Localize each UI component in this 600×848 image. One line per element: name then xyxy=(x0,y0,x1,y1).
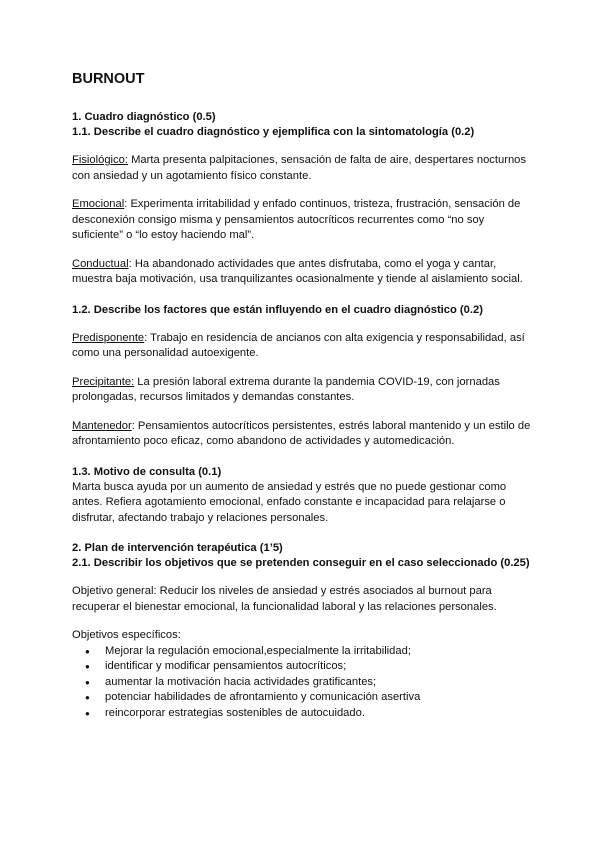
conductual-paragraph xyxy=(72,257,532,288)
list-item: ● identificar y modificar pensamientos autocríticos; xyxy=(72,659,532,675)
precipitante-label: Precipitante: xyxy=(72,375,135,388)
objetivos-especificos-list xyxy=(72,644,532,722)
list-item: ● Mejorar la regulación emocional,especialmente la irritabilidad; xyxy=(72,644,532,660)
list-item: ● reincorporar estrategias sostenibles de autocuidado. xyxy=(72,706,532,722)
fisiologico-label: Fisiológico: xyxy=(72,154,128,166)
emocional-label: Emocional xyxy=(72,198,125,210)
list-item: ● potenciar habilidades de afrontamiento y comunicación asertiva xyxy=(72,690,532,706)
conductual-text: : Ha abandonado actividades que antes disfrutaba, como el yoga y cantar, muestra baja motivación, usa tranquilizantes ocasionalmente y tiende al aislamiento social. xyxy=(72,257,523,285)
objetivos-especificos-label: Objetivos específicos: xyxy=(72,629,181,641)
motivo-paragraph: Marta busca ayuda por un aumento de ansiedad y estrés que no puede gestionar como antes. Refiera agotamiento emocional, enfado constante e incapacidad para relajarse o disfrutar, afectando trabajo y relaciones personales. xyxy=(72,480,507,524)
list-item: ● aumentar la motivación hacia actividades gratificantes; xyxy=(72,675,532,691)
fisiologico-text: Marta presenta palpitaciones, sensación de falta de aire, despertares nocturnos con ansiedad y un agotamiento físico constante. xyxy=(72,154,526,182)
document-page xyxy=(72,70,532,721)
document-title: BURNOUT xyxy=(72,71,145,87)
subsection-1-2-heading: 1.2. Describe los factores que están influyendo en el cuadro diagnóstico (0.2) xyxy=(72,303,483,316)
objetivo-general-paragraph: Objetivo general: Reducir los niveles de ansiedad y estrés asociados al burnout para recuperar el bienestar emocional, la funcionalidad laboral y las relaciones personales. xyxy=(72,585,497,613)
mantenedor-label: Mantenedor xyxy=(72,419,132,432)
mantenedor-text: : Pensamientos autocríticos persistentes, estrés laboral mantenido y un estilo de afrontamiento poco eficaz, como abandono de actividades y automedicación. xyxy=(72,419,531,447)
section-1-heading: 1. Cuadro diagnóstico (0.5) xyxy=(72,111,216,123)
conductual-label: Conductual xyxy=(72,257,129,270)
subsection-1-1-heading: 1.1. Describe el cuadro diagnóstico y ejemplifica con la sintomatología (0.2) xyxy=(72,126,475,138)
section-2-heading: 2. Plan de intervención terapéutica (1’5) xyxy=(72,542,283,554)
subsection-2-1-heading: 2.1. Describir los objetivos que se pretenden conseguir en el caso seleccionado (0.25) xyxy=(72,557,530,569)
precipitante-text: La presión laboral extrema durante la pandemia COVID-19, con jornadas prolongadas, recursos limitados y demandas constantes. xyxy=(72,375,500,403)
emocional-text: : Experimenta irritabilidad y enfado continuos, tristeza, frustración, sensación de desconexión consigo misma y pensamientos autocríticos recurrentes como “no soy suficiente” o “lo estoy haciendo mal”. xyxy=(72,198,521,241)
predisponente-label: Predisponente xyxy=(72,331,145,344)
fisiologico-paragraph xyxy=(72,153,532,184)
predisponente-text: : Trabajo en residencia de ancianos con alta exigencia y responsabilidad, así como una personalidad autoexigente. xyxy=(72,331,525,359)
subsection-1-3-heading: 1.3. Motivo de consulta (0.1) xyxy=(72,465,222,478)
mantenedor-paragraph xyxy=(72,419,532,450)
predisponente-paragraph xyxy=(72,331,532,362)
precipitante-paragraph xyxy=(72,375,532,406)
emocional-paragraph xyxy=(72,197,532,244)
